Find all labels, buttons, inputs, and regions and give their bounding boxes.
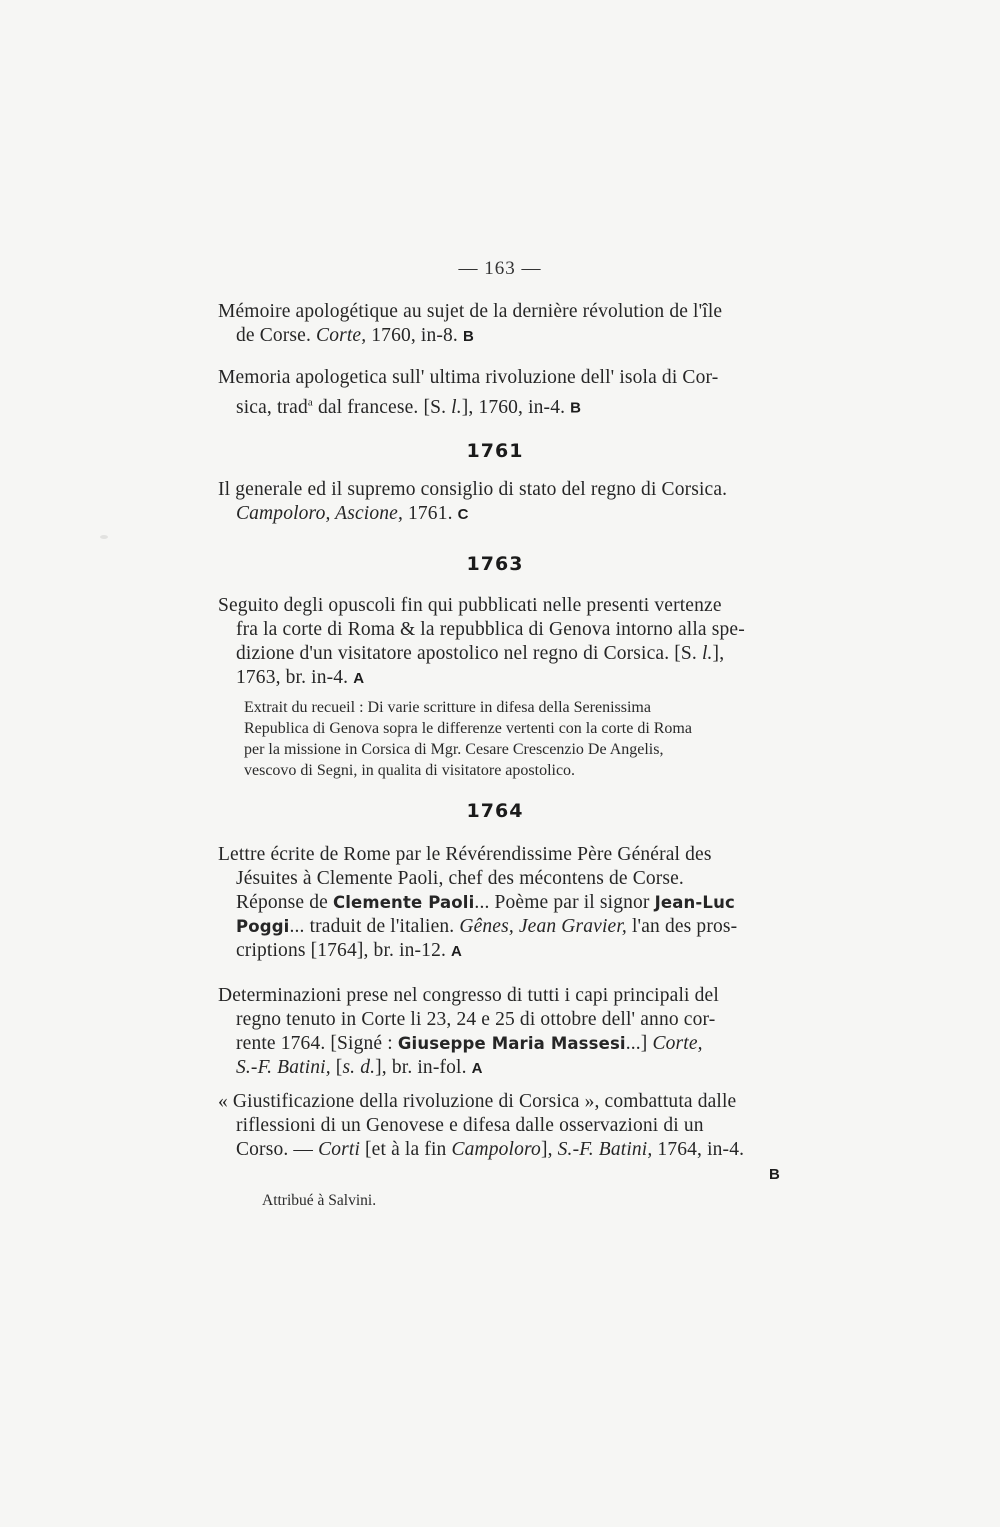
entry-line: fra la corte di Roma & la repubblica di Genova intorno alla spe- [236,619,745,640]
entry-line: Seguito degli opuscoli fin qui pubblicati nelle presenti vertenze [218,595,722,616]
rarity-grade: A [451,943,463,960]
rarity-grade: A [353,670,365,687]
year-heading-1761: 1761 [466,440,524,462]
entry-line [218,1162,780,1187]
note-line: Republica di Genova sopra le differenze vertenti con la corte di Roma [244,720,692,737]
note-line: per la missione in Corsica di Mgr. Cesare Crescenzio De Angelis, [244,741,664,758]
entry-line: S.-F. Batini, [s. d.], br. in-fol. A [236,1057,483,1078]
entry-lettre-ecrite [218,843,780,964]
entry-line: Poggi... traduit de l'italien. Gênes, Jean Gravier, l'an des pros- [236,916,738,937]
entry-line: sica, trad$^a$ dal francese. [S. l.], 1760, in-4. B [236,396,582,418]
rarity-grade: C [457,506,469,523]
entry-determinazioni [218,984,780,1081]
entry-line: rente 1764. [Signé : Giuseppe Maria Massesi...] Corte, [236,1033,703,1054]
entry-line: riflessioni di un Genovese e difesa dalle osservazioni di un [236,1115,704,1136]
entry-memoria-apologetica [218,366,780,421]
entry-memoire-apologetique [218,300,780,349]
entry-seguito-opuscoli [218,594,780,691]
note-attribution [262,1190,800,1211]
paper-smudge [100,535,108,539]
year-heading-1764: 1764 [466,800,524,822]
rarity-grade: A [471,1060,483,1077]
entry-giustificazione [218,1090,780,1187]
note-extrait-recueil [244,697,782,781]
entry-line: de Corse. Corte, 1760, in-8. B [236,325,474,346]
entry-line: criptions [1764], br. in-12. A [236,940,463,961]
entry-line: Campoloro, Ascione, 1761. C [236,503,469,524]
entry-line: Jésuites à Clemente Paoli, chef des mécontens de Corse. [236,868,684,889]
entry-line: Mémoire apologétique au sujet de la dernière révolution de l'île [218,301,723,322]
rarity-grade: B [769,1166,780,1183]
entry-line: regno tenuto in Corte li 23, 24 e 25 di ottobre dell' anno cor- [236,1009,716,1030]
entry-line: Il generale ed il supremo consiglio di stato del regno di Corsica. [218,479,728,500]
entry-line: dizione d'un visitatore apostolico nel regno di Corsica. [S. l.], [236,643,725,664]
note-line: vescovo di Segni, in qualita di visitatore apostolico. [244,762,576,779]
year-heading-1763: 1763 [466,553,524,575]
entry-line: Memoria apologetica sull' ultima rivoluzione dell' isola di Cor- [218,367,719,388]
entry-line: Corso. — Corti [et à la fin Campoloro], S.-F. Batini, 1764, in-4. [236,1139,745,1160]
entry-line: Lettre écrite de Rome par le Révérendissime Père Général des [218,844,712,865]
entry-line: Determinazioni prese nel congresso di tutti i capi principali del [218,985,719,1006]
note-line: Attribué à Salvini. [262,1192,377,1209]
note-line: Extrait du recueil : Di varie scritture in difesa della Serenissima [244,699,651,716]
entry-line: Réponse de Clemente Paoli... Poème par il signor Jean-Luc [236,892,735,913]
entry-line: « Giustificazione della rivoluzione di Corsica », combattuta dalle [218,1091,737,1112]
entry-line: 1763, br. in-4. A [236,667,365,688]
rarity-grade: B [462,328,474,345]
rarity-grade: B [570,399,582,417]
entry-generale-consiglio [218,478,780,527]
page-number: — 163 — [458,258,542,279]
